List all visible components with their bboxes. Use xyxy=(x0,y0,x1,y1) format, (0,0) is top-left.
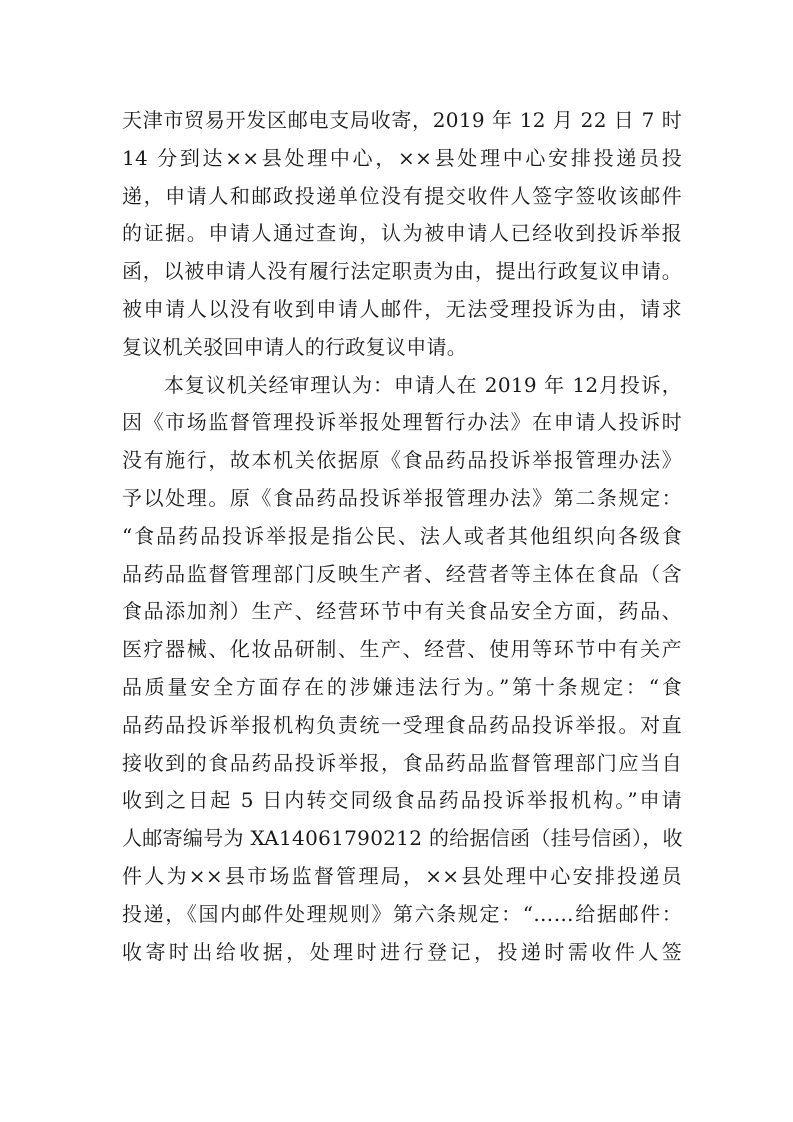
text-line: 没有施行，故本机关依据原《食品药品投诉举报管理办法》 xyxy=(122,448,682,473)
text-line: “食品药品投诉举报是指公民、法人或者其他组织向各级食 xyxy=(122,523,682,548)
document-body xyxy=(122,102,682,971)
text-line: 品药品监督管理部门反映生产者、经营者等主体在食品（含 xyxy=(122,561,682,586)
text-line: 品质量安全方面存在的涉嫌违法行为。”第十条规定：“食 xyxy=(122,674,682,699)
text-line: 人邮寄编号为 XA14061790212 的给据信函（挂号信函），收 xyxy=(122,826,683,851)
text-line: 因《市场监督管理投诉举报处理暂行办法》在申请人投诉时 xyxy=(122,410,682,435)
text-line: 递，申请人和邮政投递单位没有提交收件人签字签收该邮件 xyxy=(122,183,682,208)
text-line: 件人为××县市场监督管理局，××县处理中心安排投递员 xyxy=(122,863,682,888)
text-line: 接收到的食品药品投诉举报，食品药品监督管理部门应当自 xyxy=(122,750,682,775)
paragraph-end-line: 复议机关驳回申请人的行政复议申请。 xyxy=(122,334,468,359)
text-line: 函，以被申请人没有履行法定职责为由，提出行政复议申请。 xyxy=(122,259,682,284)
text-line: 被申请人以没有收到申请人邮件，无法受理投诉为由，请求 xyxy=(122,296,682,321)
text-line: 食品添加剂）生产、经营环节中有关食品安全方面，药品、 xyxy=(122,599,682,624)
text-line: 天津市贸易开发区邮电支局收寄，2019 年 12 月 22 日 7 时 xyxy=(122,108,682,132)
paragraph-start-line: 本复议机关经审理认为：申请人在 2019 年 12月投诉， xyxy=(164,372,682,397)
text-line: 投递，《国内邮件处理规则》第六条规定：“……给据邮件： xyxy=(122,901,682,926)
text-line: 的证据。申请人通过查询，认为被申请人已经收到投诉举报 xyxy=(122,221,682,246)
text-line: 14 分到达××县处理中心，××县处理中心安排投递员投 xyxy=(122,145,682,170)
text-line: 收到之日起 5 日内转交同级食品药品投诉举报机构。”申请 xyxy=(122,788,682,813)
text-line: 收寄时出给收据，处理时进行登记，投递时需收件人签 xyxy=(122,939,682,964)
text-line: 品药品投诉举报机构负责统一受理食品药品投诉举报。对直 xyxy=(122,712,682,737)
text-line: 医疗器械、化妆品研制、生产、经营、使用等环节中有关产 xyxy=(122,637,682,662)
text-line: 予以处理。原《食品药品投诉举报管理办法》第二条规定： xyxy=(122,485,682,510)
